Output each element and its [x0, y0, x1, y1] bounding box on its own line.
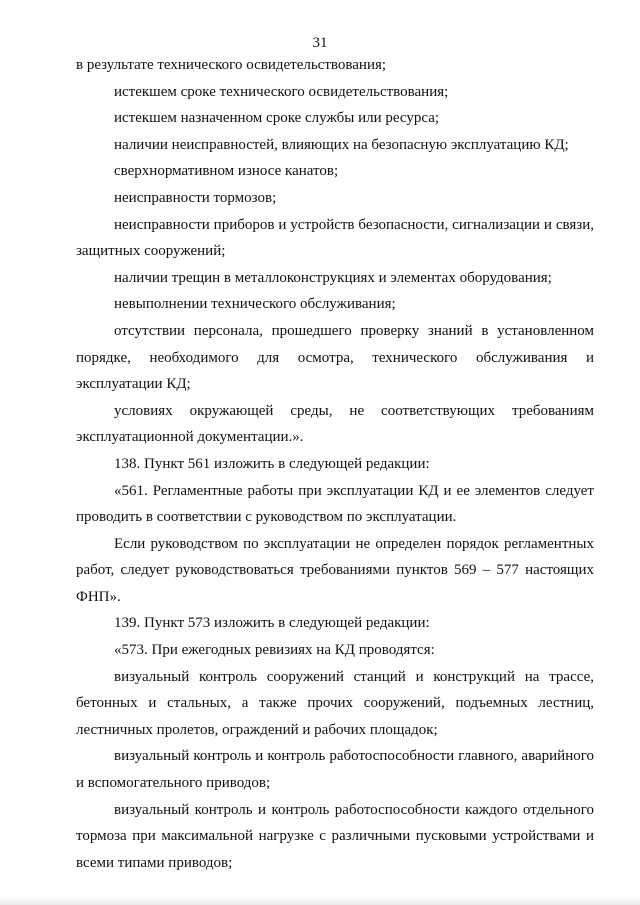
- clause-561-continued: Если руководством по эксплуатации не определен порядок регламентных работ, следует руководствоваться требованиями пунктов 569 – 577 настоящих ФНП».: [76, 535, 594, 605]
- list-item-no-maintenance: невыполнении технического обслуживания;: [114, 296, 396, 313]
- list-item-no-personnel: отсутствии персонала, прошедшего проверку знаний в установленном порядке, необходимого для осмотра, технического обслуживания и эксплуатации КД;: [76, 322, 594, 393]
- scan-edge-shadow: [0, 897, 640, 905]
- list-item-brake-fault: неисправности тормозов;: [114, 189, 277, 206]
- document-body: [76, 52, 594, 876]
- list-item-cracks: наличии трещин в металлоконструкциях и элементах оборудования;: [114, 269, 552, 286]
- clause-573-intro: «573. При ежегодных ревизиях на КД проводятся:: [114, 642, 435, 659]
- page-number: 31: [312, 35, 328, 51]
- list-item-rope-wear: сверхнормативном износе канатов;: [114, 163, 339, 180]
- amendment-139-heading: 139. Пункт 573 изложить в следующей редакции:: [114, 615, 430, 632]
- clause-573-item-brakes: визуальный контроль и контроль работоспособности каждого отдельного тормоза при максимальной нагрузке с различными пусковыми устройствами и всеми типами приводов;: [76, 801, 594, 871]
- list-item-malfunctions: наличии неисправностей, влияющих на безопасную эксплуатацию КД;: [114, 136, 569, 153]
- list-item-expired-service-life: истекшем назначенном сроке службы или ресурса;: [114, 110, 440, 127]
- clause-561-text: «561. Регламентные работы при эксплуатации КД и ее элементов следует проводить в соответствии с руководством по эксплуатации.: [76, 482, 594, 526]
- clause-573-item-drives: визуальный контроль и контроль работоспособности главного, аварийного и вспомогательного приводов;: [76, 748, 594, 792]
- amendment-138-heading: 138. Пункт 561 изложить в следующей редакции:: [114, 455, 430, 472]
- list-item-expired-inspection: истекшем сроке технического освидетельствования;: [114, 83, 449, 100]
- paragraph-continuation: в результате технического освидетельствования;: [76, 57, 387, 73]
- list-item-safety-devices-fault: неисправности приборов и устройств безопасности, сигнализации и связи, защитных сооружений;: [76, 216, 594, 260]
- clause-573-item-structures: визуальный контроль сооружений станций и конструкций на трассе, бетонных и стальных, а также прочих сооружений, подъемных лестниц, лестничных пролетов, ограждений и рабочих площадок;: [76, 668, 594, 738]
- list-item-environment: условиях окружающей среды, не соответствующих требованиям эксплуатационной документации.».: [76, 402, 594, 446]
